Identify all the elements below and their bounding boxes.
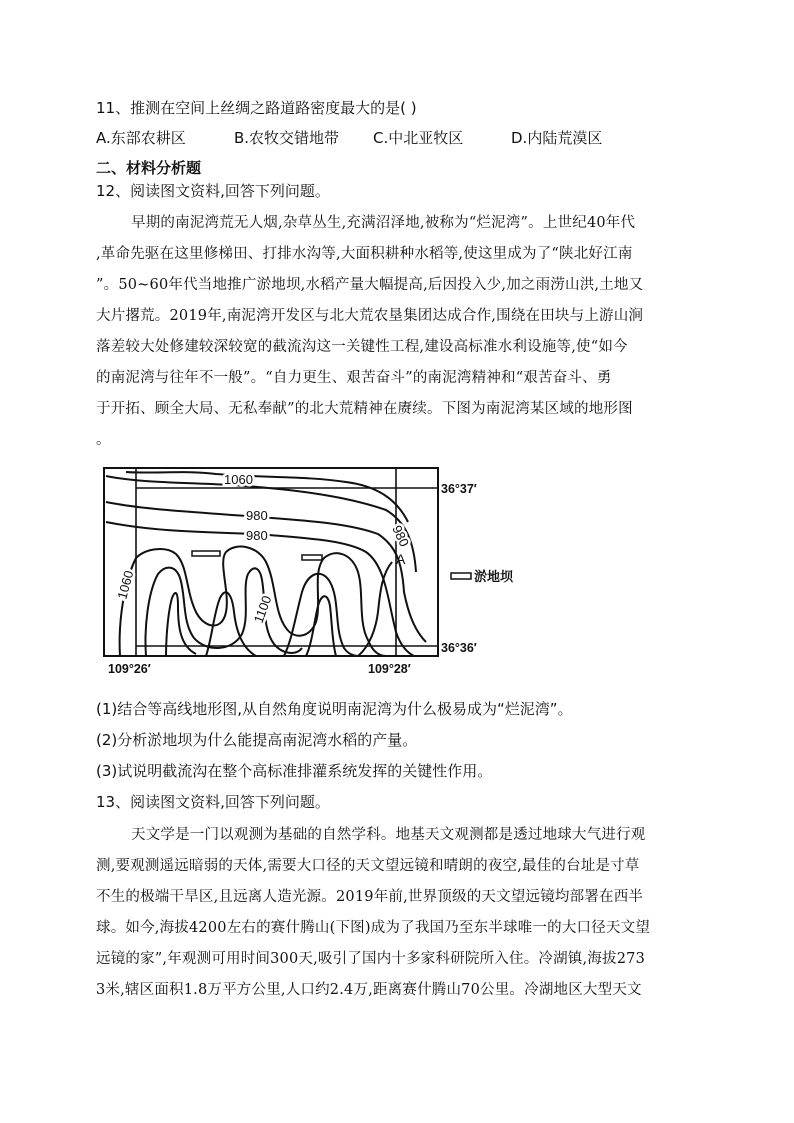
q12-para-line: ,革命先驱在这里修梯田、打排水沟等,大面积耕种水稻等,使这里成为了“陕北好江南 [96,246,633,262]
q12-subquestion-3: (3)试说明截流沟在整个高标准排灌系统发挥的关键性作用。 [96,762,493,780]
q11-option-a: A.东部农耕区 [96,129,186,147]
q11-option-b: B.农牧交错地带 [234,129,340,147]
q13-para-line: 球。如今,海拔4200左右的赛什腾山(下图)成为了我国乃至东半球唯一的大口径天文望 [96,920,651,936]
latitude-top-label: 36°37′ [441,482,477,496]
contour-label: 980 [246,508,268,523]
contour-map [96,462,536,682]
contour-label: 1100 [250,593,275,626]
longitude-left-label: 109°26′ [108,662,151,676]
q11-stem: 11、推测在空间上丝绸之路道路密度最大的是( ) [96,99,417,117]
longitude-right-label: 109°28′ [368,662,411,676]
q13-para-line: 远镜的家”,年观测可用时间300天,吸引了国内十多家科研院所入住。冷湖镇,海拔273 [96,951,645,967]
q13-stem: 13、阅读图文资料,回答下列问题。 [96,793,330,811]
q12-stem: 12、阅读图文资料,回答下列问题。 [96,182,330,200]
contour-label: 980 [246,528,268,543]
q13-para-line: 3米,辖区面积1.8万平方公里,人口约2.4万,距离赛什腾山70公里。冷湖地区大型天文 [96,982,642,998]
q11-options [96,128,716,148]
q12-subquestion-1: (1)结合等高线地形图,从自然角度说明南泥湾为什么极易成为“烂泥湾”。 [96,700,573,718]
q12-para-line: 早期的南泥湾荒无人烟,杂草丛生,充满沼泽地,被称为“烂泥湾”。上世纪40年代 [131,215,636,231]
contour-label: 1060 [224,472,253,487]
q12-para-line: ”。50~60年代当地推广淤地坝,水稻产量大幅提高,后因投入少,加之雨涝山洪,土地又 [96,277,644,293]
contour-line [306,596,336,656]
contour-line [358,562,392,656]
q12-para-line: 落差较大处修建较深较宽的截流沟这一关键性工程,建设高标准水利设施等,使“如今 [96,339,628,355]
q13-para-line: 不生的极端干旱区,且远离人造光源。2019年前,世界顶级的天文望远镜均部署在西半 [96,889,644,905]
q12-subquestion-2: (2)分析淤地坝为什么能提高南泥湾水稻的产量。 [96,731,418,749]
check-dam-symbol [192,551,220,556]
section-heading: 二、材料分析题 [96,159,202,177]
latitude-bottom-label: 36°36′ [441,641,477,655]
q12-para-line: 于开拓、顾全大局、无私奉献”的北大荒精神在赓续。下图为南泥湾某区域的地形图 [96,401,633,417]
map-legend [451,569,514,585]
q11-option-c: C.中北亚牧区 [373,129,464,147]
point-a-label: A [396,551,406,567]
legend-dam-label: 淤地坝 [474,570,514,585]
contour-label: 980 [389,522,413,549]
legend-dam-symbol [451,573,471,579]
q13-para-line: 天文学是一门以观测为基础的自然学科。地基天文观测都是透过地球大气进行观 [131,827,646,843]
q13-para-line: 测,要观测遥远暗弱的天体,需要大口径的天文望远镜和晴朗的夜空,最佳的台址是寸草 [96,858,640,874]
q12-para-line: 。 [96,432,111,448]
check-dam-symbol [302,555,322,560]
q11-option-d: D.内陆荒漠区 [511,129,603,147]
contour-label: 1060 [114,568,137,601]
contour-line [284,574,358,656]
q12-para-line: 的南泥湾与往年不一般”。“自力更生、艰苦奋斗”的南泥湾精神和“艰苦奋斗、勇 [96,370,612,386]
contour-line [120,547,386,656]
q12-para-line: 大片撂荒。2019年,南泥湾开发区与北大荒农垦集团达成合作,围绕在田块与上游山涧 [96,308,644,324]
contour-line [106,476,416,572]
